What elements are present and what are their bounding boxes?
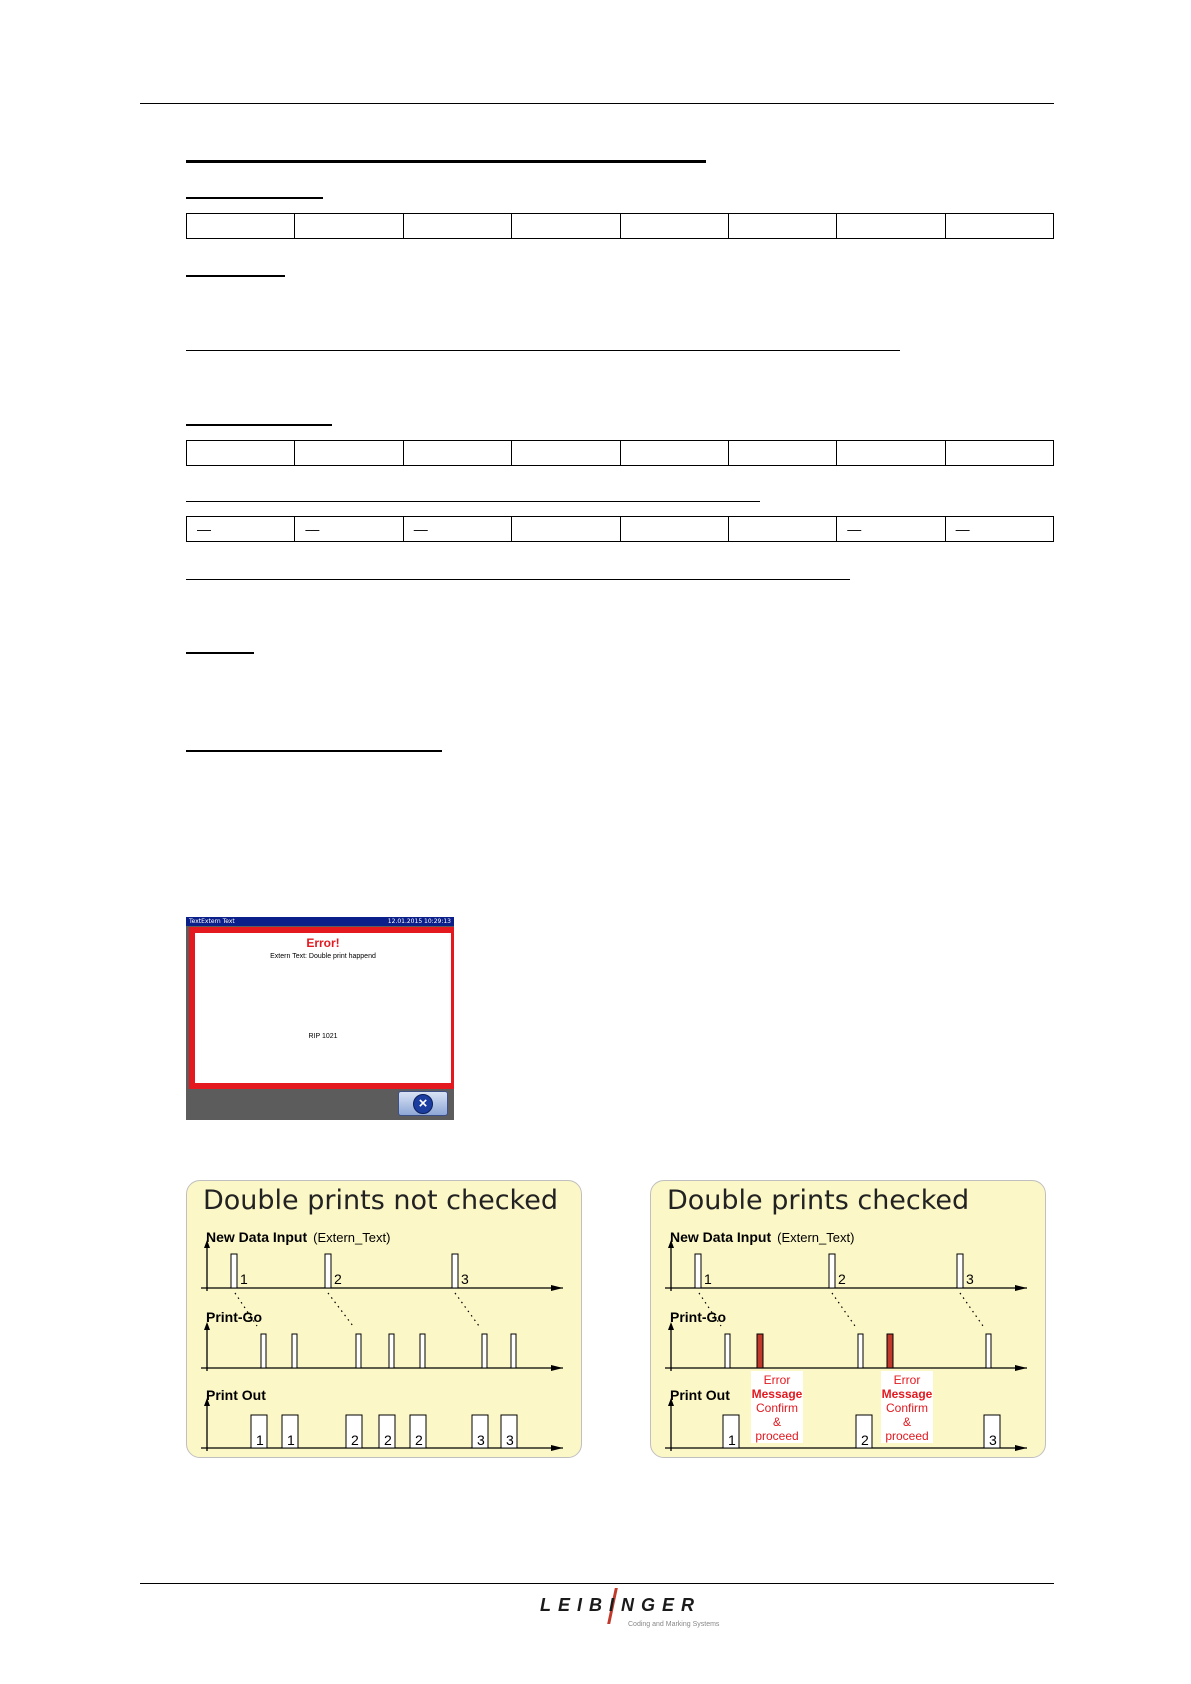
pulse-number: 2: [351, 1432, 359, 1448]
error-message-text: &: [902, 1415, 912, 1429]
header-rule: [140, 103, 1054, 104]
logo-tagline: Coding and Marking Systems: [628, 1621, 720, 1628]
table-cell: [512, 517, 620, 542]
diagram-title: Double prints checked: [667, 1185, 970, 1216]
axis-arrow-icon: [551, 1445, 563, 1451]
row-label-print-out: Print Out: [206, 1387, 266, 1403]
error-title: Error!: [306, 936, 340, 950]
dialog-datetime: 12.01.2015 10:29:13: [387, 918, 451, 925]
subheading-underline-4: [186, 652, 254, 654]
signal-pulse: [452, 1254, 458, 1288]
diagram-title: Double prints not checked: [203, 1185, 558, 1216]
pulse-number: 3: [966, 1271, 974, 1287]
logo-wordmark: LEIBINGER: [540, 1595, 702, 1615]
text-underline-2: [186, 501, 760, 502]
close-button[interactable]: [398, 1091, 448, 1116]
signal-pulse: [511, 1334, 516, 1368]
signal-pulse: [292, 1334, 297, 1368]
pulse-number: 1: [728, 1432, 736, 1448]
pulse-number: 3: [506, 1432, 514, 1448]
pulse-number: 3: [477, 1432, 485, 1448]
signal-pulse: [261, 1334, 266, 1368]
text-underline-1: [186, 350, 900, 351]
subheading-underline-5: [186, 750, 442, 752]
row-label-print-out: Print Out: [670, 1387, 730, 1403]
signal-pulse: [325, 1254, 331, 1288]
signal-pulse: [356, 1334, 361, 1368]
dotted-link: [455, 1293, 479, 1326]
row-label-input: New Data Input (Extern_Text): [670, 1229, 855, 1245]
error-code: RIP 1021: [308, 1033, 338, 1040]
dialog-titlebar: [186, 917, 454, 926]
subheading-underline-2: [186, 275, 285, 277]
signal-pulse: [231, 1254, 237, 1288]
close-x-icon: ×: [413, 1094, 433, 1114]
signal-pulse: [858, 1334, 863, 1368]
error-message-text: Confirm: [885, 1401, 929, 1415]
signal-pulse: [986, 1334, 991, 1368]
error-dialog-screenshot: [186, 917, 454, 1120]
table-cell: —: [945, 517, 1053, 542]
axis-arrow-icon: [1015, 1365, 1027, 1371]
error-message-text: proceed: [755, 1429, 799, 1443]
dotted-link: [328, 1293, 353, 1326]
table-cell: —: [837, 517, 945, 542]
signal-pulse: [725, 1334, 730, 1368]
axis-arrow-icon: [551, 1365, 563, 1371]
pulse-number: 1: [287, 1432, 295, 1448]
pulse-number: 2: [838, 1271, 846, 1287]
axis-arrow-icon: [1015, 1285, 1027, 1291]
row-label-input: New Data Input (Extern_Text): [206, 1229, 391, 1245]
error-message-text: Message: [751, 1387, 803, 1401]
leibinger-logo: [540, 1595, 720, 1635]
footer-rule: [140, 1583, 1054, 1584]
diagram-checked: [650, 1180, 1046, 1458]
pulse-number: 2: [384, 1432, 392, 1448]
pulse-number: 2: [415, 1432, 423, 1448]
section-heading-underline: [186, 160, 706, 163]
signal-pulse: [829, 1254, 835, 1288]
axis-arrow-icon: [551, 1285, 563, 1291]
text-underline-3: [186, 579, 850, 580]
table-cell: [728, 517, 836, 542]
row-label-print-go: Print-Go: [206, 1309, 262, 1325]
subheading-underline-3: [186, 424, 332, 426]
table-cell: —: [403, 517, 511, 542]
dotted-link: [960, 1293, 983, 1326]
signal-pulse: [482, 1334, 487, 1368]
error-message-text: Error: [893, 1373, 921, 1387]
table-cell: —: [187, 517, 295, 542]
parameter-table-2: [186, 440, 1054, 466]
pulse-number: 2: [334, 1271, 342, 1287]
row-label-print-go: Print-Go: [670, 1309, 726, 1325]
pulse-number: 3: [989, 1432, 997, 1448]
dotted-link: [832, 1293, 855, 1326]
subheading-underline-1: [186, 197, 323, 199]
table-cell: —: [295, 517, 403, 542]
parameter-table-3: [186, 516, 1054, 542]
error-message-text: Confirm: [755, 1401, 799, 1415]
dialog-title: TextExtern Text: [189, 918, 235, 925]
error-frame: [189, 927, 454, 1089]
error-message-text: Error: [763, 1373, 791, 1387]
signal-pulse: [389, 1334, 394, 1368]
error-message: Extern Text: Double print happend: [270, 953, 376, 960]
error-message-text: Message: [881, 1387, 933, 1401]
signal-pulse: [420, 1334, 425, 1368]
parameter-table-1: [186, 213, 1054, 239]
pulse-number: 1: [240, 1271, 248, 1287]
table-cell: [620, 517, 728, 542]
error-message-text: proceed: [885, 1429, 929, 1443]
signal-pulse: [887, 1334, 893, 1368]
pulse-number: 2: [861, 1432, 869, 1448]
error-message-text: &: [772, 1415, 782, 1429]
signal-pulse: [957, 1254, 963, 1288]
axis-arrow-icon: [1015, 1445, 1027, 1451]
pulse-number: 3: [461, 1271, 469, 1287]
diagram-not-checked: [186, 1180, 582, 1458]
pulse-number: 1: [704, 1271, 712, 1287]
signal-pulse: [757, 1334, 763, 1368]
signal-pulse: [695, 1254, 701, 1288]
pulse-number: 1: [256, 1432, 264, 1448]
